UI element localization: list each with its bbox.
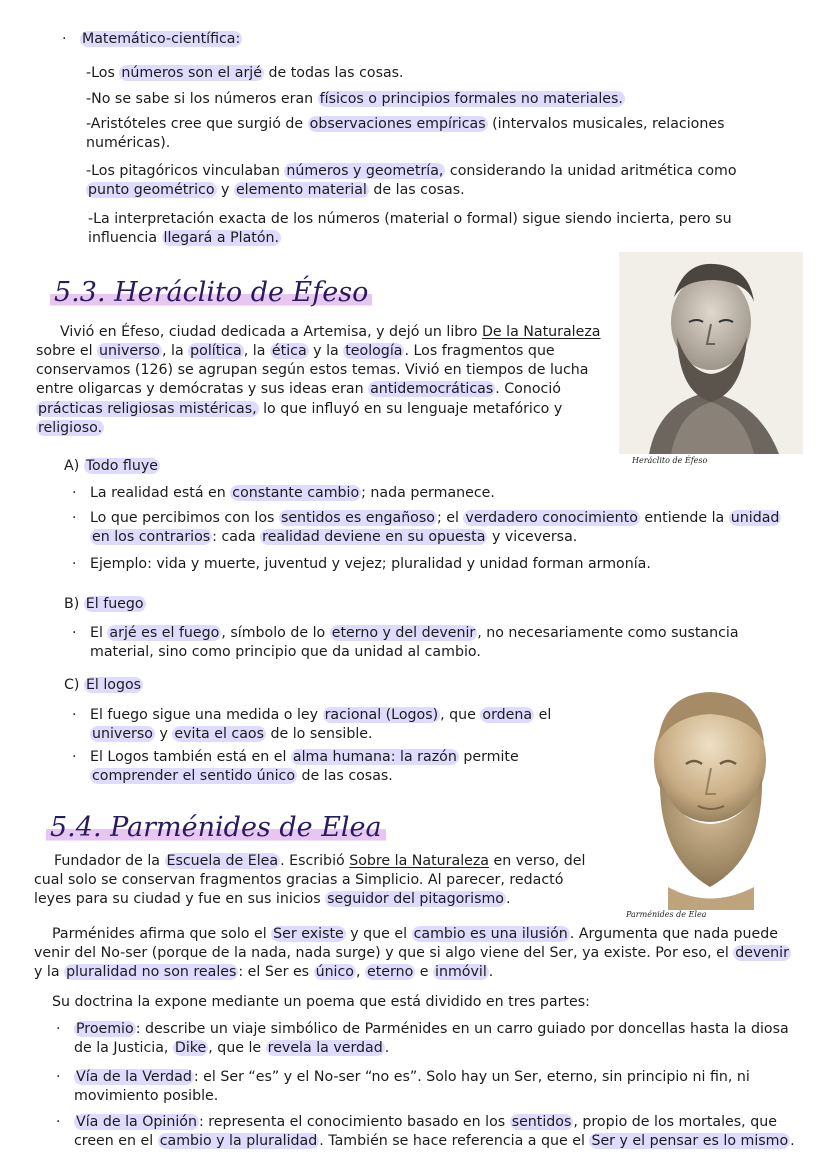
parmenides-bullet-2b: movimiento posible.: [74, 1088, 219, 1104]
section-a-item-2a: Lo que percibimos con los sentidos es engañoso ; el verdadero conocimiento entiende la unidad: [90, 510, 780, 526]
section-c-item-1a: El fuego sigue una medida o ley racional (Logos) , que ordena el: [90, 707, 552, 723]
section-b-item-1a: El arjé es el fuego , símbolo de lo eterno y del devenir , no necesariamente como sustancia: [90, 625, 739, 641]
section-c-item-1b: universo y evita el caos de lo sensible.: [92, 726, 373, 742]
bullet: ·: [72, 625, 77, 641]
heraclito-p1-line-5: prácticas religiosas mistéricas, lo que influyó en su lenguaje metafórico y: [38, 401, 563, 417]
section-c-title: C) El logos: [64, 677, 142, 693]
parmenides-p1-line-1: Fundador de la Escuela de Elea . Escribió Sobre la Naturaleza en verso, del: [54, 853, 586, 869]
parmenides-heading: 5.4. Parménides de Elea: [46, 812, 386, 843]
section-b-title: B) El fuego: [64, 596, 144, 612]
parmenides-caption: Parménides de Elea: [626, 910, 707, 919]
parmenides-bullet-3a: Vía de la Opinión : representa el conocimiento basado en los sentidos , propio de los mortales, que: [76, 1114, 777, 1130]
bullet: ·: [56, 1021, 61, 1037]
heraclito-heading: 5.3. Heráclito de Éfeso: [50, 277, 372, 308]
bullet: ·: [72, 749, 77, 765]
heraclito-p1-line-6: religioso.: [38, 420, 103, 436]
bullet: ·: [72, 707, 77, 723]
math-line-5b: influencia llegará a Platón.: [88, 230, 280, 246]
math-line-2: -No se sabe si los números eran físicos o principios formales no materiales.: [86, 91, 623, 107]
parmenides-bullet-1b: de la Justicia, Dike , que le revela la verdad .: [74, 1040, 390, 1056]
heraclito-p1-line-2: sobre el universo , la política , la ética y la teología . Los fragmentos que: [36, 343, 555, 359]
heraclito-p1-line-3: conservamos (126) se agrupan según estos temas. Vivió en tiempos de lucha: [36, 362, 589, 378]
math-line-4a: -Los pitagóricos vinculaban números y geometría, considerando la unidad aritmética como: [86, 163, 737, 179]
section-a-item-3: Ejemplo: vida y muerte, juventud y vejez; pluralidad y unidad forman armonía.: [90, 556, 651, 572]
bullet: ·: [72, 510, 77, 526]
bullet: ·: [56, 1114, 61, 1130]
parmenides-p2-line-3: y la pluralidad no son reales : el Ser es único , eterno e inmóvil .: [34, 964, 494, 980]
section-a-item-1: La realidad está en constante cambio ; nada permanece.: [90, 485, 495, 501]
parmenides-p2-line-2: venir del No-ser (porque de la nada, nada surge) y que si algo viene del Ser, ya existe. Por eso, el devenir: [34, 945, 789, 961]
section-a-item-2b: en los contrarios : cada realidad deviene en su opuesta y viceversa.: [92, 529, 578, 545]
bullet: ·: [62, 31, 67, 47]
parmenides-p1-line-2: cual solo se conservan fragmentos gracias a Simplicio. Al parecer, redactó: [34, 872, 564, 888]
bullet: ·: [72, 485, 77, 501]
parmenides-bust: [628, 682, 788, 910]
bullet: ·: [56, 1069, 61, 1085]
parmenides-bullet-3b: creen en el cambio y la pluralidad . También se hace referencia a que el Ser y el pensar es lo mismo .: [74, 1133, 795, 1149]
section-c-item-2a: El Logos también está en el alma humana: la razón permite: [90, 749, 519, 765]
heraclito-p1-line-1: Vivió en Éfeso, ciudad dedicada a Artemisa, y dejó un libro De la Naturaleza: [60, 324, 601, 340]
heraclitus-caption: Heráclito de Éfeso: [632, 456, 708, 465]
section-c-item-2b: comprender el sentido único de las cosas.: [92, 768, 393, 784]
math-line-1: -Los números son el arjé de todas las cosas.: [86, 65, 404, 81]
math-line-3a: -Aristóteles cree que surgió de observaciones empíricas (intervalos musicales, relaciones: [86, 116, 725, 132]
heraclito-p1-line-4: entre oligarcas y demócratas y sus ideas eran antidemocráticas . Conoció: [36, 381, 561, 397]
section-b-item-1b: material, sino como principio que da unidad al cambio.: [90, 644, 481, 660]
heraclitus-portrait: [619, 252, 803, 454]
math-line-5a: -La interpretación exacta de los números (material o formal) sigue siendo incierta, pero su: [88, 211, 732, 227]
section-a-title: A) Todo fluye: [64, 458, 158, 474]
parmenides-p1-line-3: leyes para su ciudad y fue en sus inicios seguidor del pitagorismo .: [34, 891, 511, 907]
parmenides-p2-line-1: Parménides afirma que solo el Ser existe y que el cambio es una ilusión . Argumenta que nada puede: [52, 926, 778, 942]
math-line-4b: punto geométrico y elemento material de las cosas.: [88, 182, 465, 198]
parmenides-p3: Su doctrina la expone mediante un poema que está dividido en tres partes:: [52, 994, 590, 1010]
math-title: Matemático-científica:: [82, 31, 241, 47]
math-line-3b: numéricas).: [86, 135, 171, 151]
parmenides-bullet-2a: Vía de la Verdad : el Ser “es” y el No-ser “no es”. Solo hay un Ser, eterno, sin principio ni fin, ni: [76, 1069, 750, 1085]
bullet: ·: [72, 556, 77, 572]
parmenides-bullet-1a: Proemio : describe un viaje simbólico de Parménides en un carro guiado por doncellas hasta la diosa: [76, 1021, 789, 1037]
